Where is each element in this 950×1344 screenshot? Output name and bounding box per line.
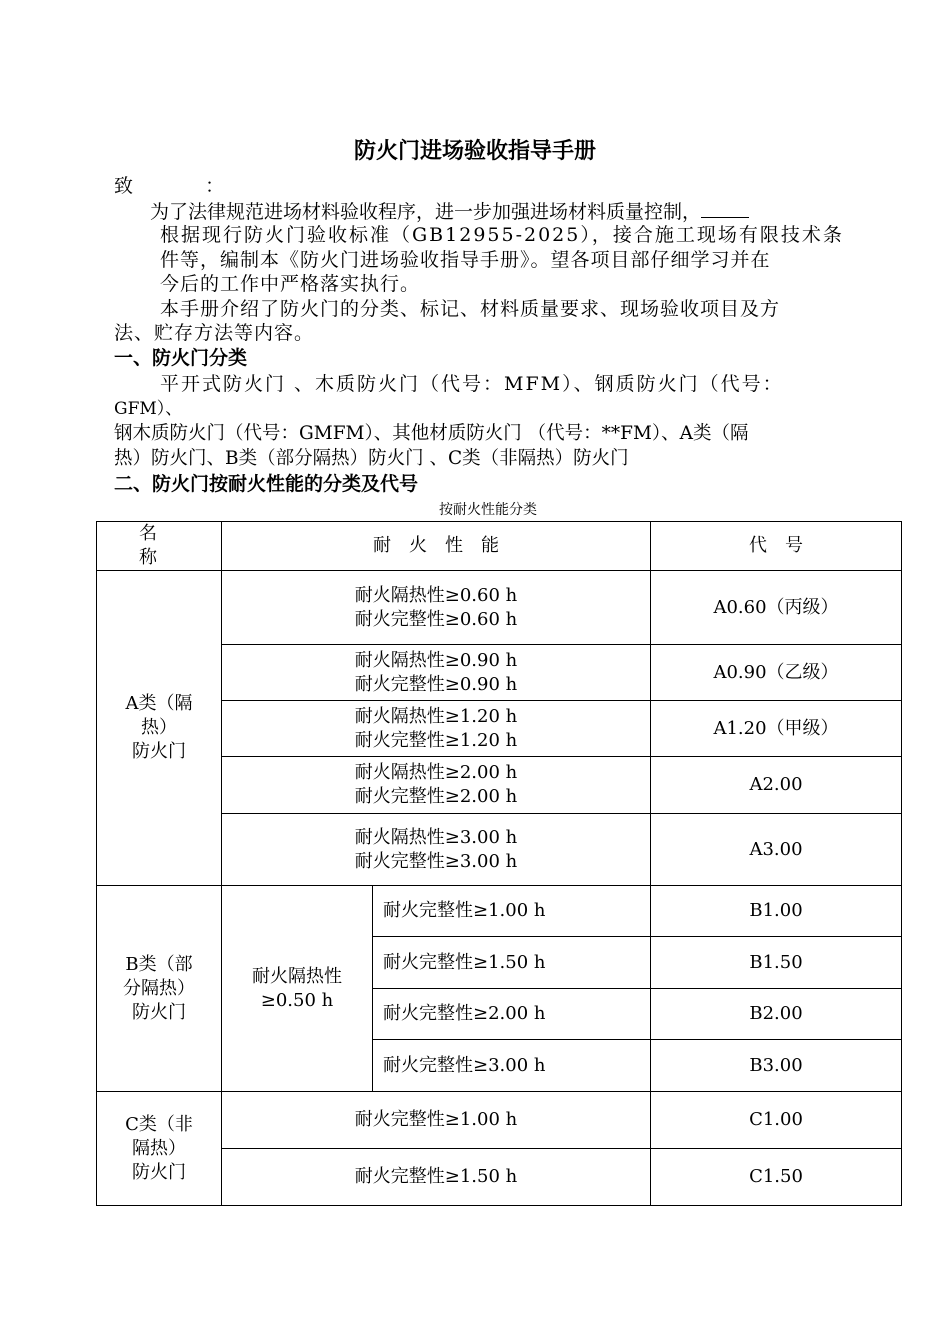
- class-a-code: A2.00: [651, 757, 902, 814]
- section-1-line-2: GFM）、: [114, 399, 183, 419]
- intro-line-6: 法、贮存方法等内容。: [114, 322, 315, 344]
- header-performance: 耐 火 性 能: [222, 522, 651, 571]
- class-a-code: A0.90（乙级）: [651, 645, 902, 701]
- class-b-code: B1.50: [651, 937, 902, 989]
- class-a-code: A3.00: [651, 814, 902, 886]
- section-1-heading: 一、防火门分类: [114, 347, 248, 369]
- section-2-heading: 二、防火门按耐火性能的分类及代号: [114, 473, 419, 495]
- intro-line-5: 本手册介绍了防火门的分类、标记、材料质量要求、现场验收项目及方: [160, 298, 781, 320]
- class-a-label: A类（隔 热） 防火门: [97, 571, 222, 886]
- intro-line-2: 根据现行防火门验收标准（GB12955-2025），接合施工现场有限技术条: [160, 224, 844, 246]
- class-b-integrity: 耐火完整性≥2.00 h: [373, 989, 651, 1040]
- intro-line-3: 件等，编制本《防火门进场验收指导手册》。望各项目部仔细学习并在: [160, 249, 771, 271]
- class-c-integrity: 耐火完整性≥1.50 h: [222, 1149, 651, 1206]
- class-c-code: C1.50: [651, 1149, 902, 1206]
- section-1-line-1: 平开式防火门 、木质防火门（代号：MFM）、钢质防火门（代号：: [160, 373, 784, 395]
- intro-line-1: [150, 199, 749, 224]
- class-b-integrity: 耐火完整性≥1.50 h: [373, 937, 651, 989]
- class-a-code: A0.60（丙级）: [651, 571, 902, 645]
- page-title: 防火门进场验收指导手册: [353, 139, 596, 164]
- section-1-line-4: 热）防火门、B类（部分隔热）防火门 、C类（非隔热）防火门: [114, 448, 629, 469]
- header-code: 代 号: [651, 522, 902, 571]
- class-c-integrity: 耐火完整性≥1.00 h: [222, 1092, 651, 1149]
- table-row: [97, 1092, 902, 1149]
- class-a-performance: 耐火隔热性≥3.00 h 耐火完整性≥3.00 h: [222, 814, 651, 886]
- fire-rating-table: [96, 521, 902, 1206]
- class-b-code: B1.00: [651, 886, 902, 937]
- class-b-label: B类（部 分隔热） 防火门: [97, 886, 222, 1092]
- blank-underline: [701, 199, 749, 218]
- class-c-code: C1.00: [651, 1092, 902, 1149]
- intro-text-1: 为了法律规范进场材料验收程序，进一步加强进场材料质量控制，: [150, 201, 702, 223]
- intro-line-4: 今后的工作中严格落实执行。: [160, 273, 421, 295]
- section-1-line-3: 钢木质防火门（代号：GMFM）、其他材质防火门 （代号：**FM）、A类（隔: [114, 423, 749, 444]
- salutation-to: 致: [114, 175, 134, 197]
- salutation-colon: ：: [205, 175, 225, 197]
- class-b-integrity: 耐火完整性≥1.00 h: [373, 886, 651, 937]
- table-caption: 按耐火性能分类: [439, 502, 537, 518]
- table-row: [97, 571, 902, 645]
- class-a-performance: 耐火隔热性≥1.20 h 耐火完整性≥1.20 h: [222, 701, 651, 757]
- class-a-performance: 耐火隔热性≥0.60 h 耐火完整性≥0.60 h: [222, 571, 651, 645]
- salutation: [114, 174, 224, 198]
- class-a-performance: 耐火隔热性≥2.00 h 耐火完整性≥2.00 h: [222, 757, 651, 814]
- class-c-label: C类（非 隔热） 防火门: [97, 1092, 222, 1206]
- class-b-code: B3.00: [651, 1040, 902, 1092]
- class-b-insulation: 耐火隔热性 ≥0.50 h: [222, 886, 373, 1092]
- class-b-code: B2.00: [651, 989, 902, 1040]
- class-b-integrity: 耐火完整性≥3.00 h: [373, 1040, 651, 1092]
- header-name: 名 称: [97, 522, 222, 571]
- table-row: [97, 886, 902, 937]
- table-header-row: [97, 522, 902, 571]
- class-a-code: A1.20（甲级）: [651, 701, 902, 757]
- class-a-performance: 耐火隔热性≥0.90 h 耐火完整性≥0.90 h: [222, 645, 651, 701]
